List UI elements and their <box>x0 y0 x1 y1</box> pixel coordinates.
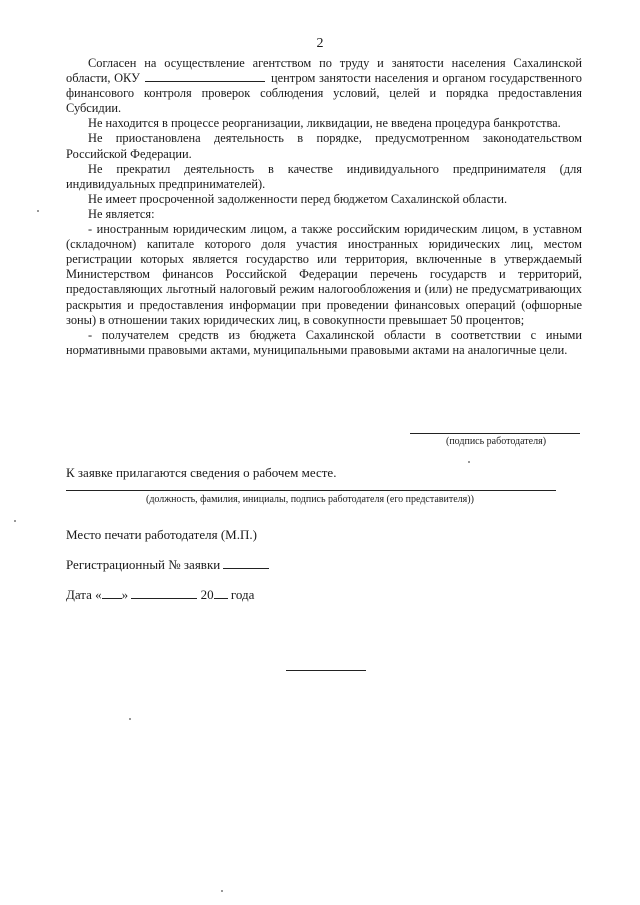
scan-speck <box>221 890 223 892</box>
date-prefix: Дата « <box>66 587 102 602</box>
paragraph-suspension: Не приостановлена деятельность в порядке, предусмотренном законодательством Российской Федерации. <box>66 131 582 161</box>
registration-label: Регистрационный № заявки <box>66 557 221 572</box>
signature-line <box>410 433 580 434</box>
year-blank <box>214 587 228 599</box>
paragraph-debt: Не имеет просроченной задолженности перед бюджетом Сахалинской области. <box>88 191 508 206</box>
scan-speck <box>37 210 39 212</box>
end-line <box>286 670 366 671</box>
registration-number-blank <box>223 557 269 569</box>
paragraph-foreign-entity: - иностранным юридическим лицом, а также российским юридическим лицом, в уставном (складочном) капитале которого доля участия иностранных юридических лиц, местом регистрации которых является государство или территория, включенные в утверждаемый Министерством финансов Российской Федерации перечень государств и территорий, предоставляющих льготный налоговый режим налогообложения и (или) не предусматривающих раскрытия и предоставления информации при проведении финансовых операций (офшорные зоны) в отношении таких юридических лиц, в совокупности превышает 50 процентов; <box>66 222 582 327</box>
day-blank <box>102 587 122 599</box>
representative-line <box>66 490 556 491</box>
scan-speck <box>129 718 131 720</box>
scan-speck <box>14 520 16 522</box>
date-quote-close: » <box>121 587 129 602</box>
signature-caption: (подпись работодателя) <box>446 436 547 447</box>
stamp-label: Место печати работодателя (М.П.) <box>66 527 257 542</box>
paragraph-reorganization: Не находится в процессе реорганизации, ликвидации, не введена процедура банкротства. <box>88 116 561 131</box>
consent-text-start: Согласен на осуществление агентством по труду и занятости населения Сахалинской области, ОКУ <box>66 56 582 86</box>
attachment-note: К заявке прилагаются сведения о рабочем месте. <box>66 465 337 480</box>
registration-row <box>66 557 269 573</box>
paragraph-not-is: Не является: <box>88 206 155 221</box>
page-number: 2 <box>316 36 324 51</box>
paragraph-entrepreneur: Не прекратил деятельность в качестве индивидуального предпринимателя (для индивидуальных предпринимателей). <box>66 161 582 191</box>
representative-caption: (должность, фамилия, инициалы, подпись работодателя (его представителя)) <box>146 494 474 505</box>
document-body <box>66 56 582 358</box>
paragraph-consent <box>66 56 582 116</box>
scan-speck <box>468 461 470 463</box>
consent-text-end: центром занятости населения и органом государственного финансового контроля проверок соблюдения условий, целей и порядка предоставления Субсидии. <box>66 71 582 116</box>
okyu-name-blank <box>145 71 265 82</box>
date-suffix: года <box>230 587 255 602</box>
year-prefix: 20 <box>200 587 214 602</box>
paragraph-budget-recipient: - получателем средств из бюджета Сахалинской области в соответствии с иными нормативными правовыми актами, муниципальными правовыми актами на аналогичные цели. <box>66 327 582 357</box>
date-row <box>66 587 254 603</box>
month-blank <box>131 587 197 599</box>
